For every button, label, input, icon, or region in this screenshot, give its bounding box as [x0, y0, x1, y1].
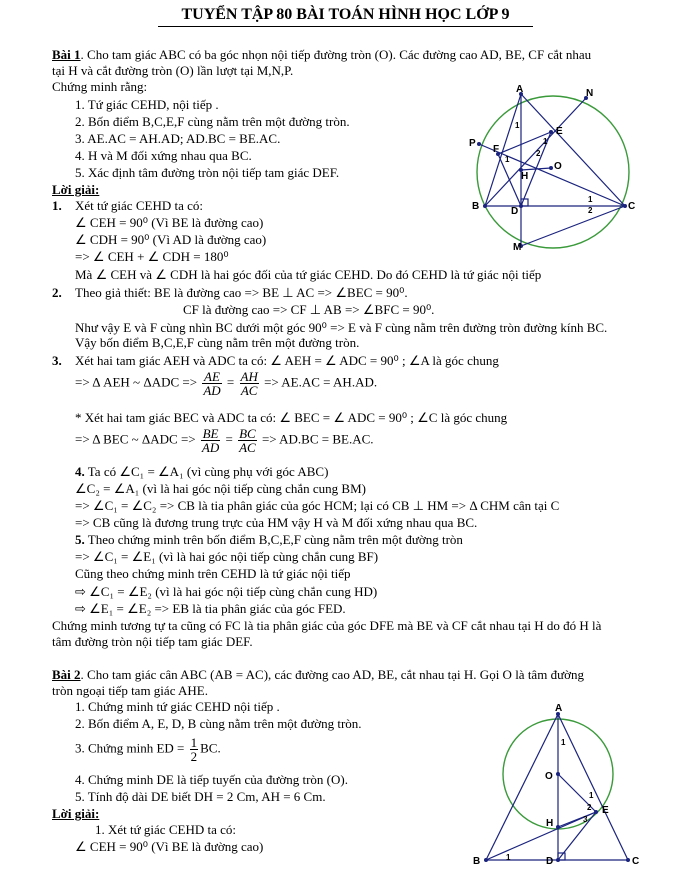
label-e: E: [602, 805, 609, 816]
label-p: P: [469, 138, 476, 149]
bai2-label: Bài 2: [52, 667, 81, 682]
label-f: F: [493, 144, 500, 155]
angle-e3: 3: [583, 815, 588, 824]
bai1-statement-line1: Bài 1. Cho tam giác ABC có ba góc nhọn nội tiếp đường tròn (O). Các đường cao AD, BE, CF cắt nhau: [52, 47, 592, 62]
bai1-s2-number: 2.: [52, 285, 62, 300]
figure-bai2: [468, 702, 648, 876]
bai1-s1-line4: Mà ∠ CEH và ∠ CDH là hai góc đối của tứ giác CEHD. Do đó CEHD là tứ giác nội tiếp: [75, 267, 542, 282]
angle-e2: 2: [536, 149, 541, 158]
circumcircle-o: [477, 96, 629, 248]
angle-a1: 1: [515, 121, 520, 130]
bai1-s3-formula2: => Δ BEC ~ ΔADC => $\frac{BE}{AD}$ = $\frac{BC}{AC}$ => AD.BC = BE.AC.: [75, 426, 374, 455]
bai1-s4-line4: => CB cũng là đương trung trực của HM vậy H và M đối xứng nhau qua BC.: [75, 515, 478, 530]
bai2-item-3: 3. Chứng minh ED = $\frac{1}{2}$ BC.: [75, 735, 221, 764]
bai1-s1-line1: ∠ CEH = 90⁰ (Vì BE là đường cao): [75, 215, 264, 230]
segment-fd: [498, 154, 521, 206]
bai2-statement-line2: tròn ngoại tiếp tam giác AHE.: [52, 683, 208, 698]
angle-e1: 1: [589, 791, 594, 800]
page-title: TUYỂN TẬP 80 BÀI TOÁN HÌNH HỌC LỚP 9: [181, 6, 510, 23]
bai1-s5-line1: 5. Theo chứng minh trên bốn điểm B,C,E,F cùng nằm trên một đường tròn: [75, 532, 463, 547]
bai2-s1-title: 1. Xét tứ giác CEHD ta có:: [95, 822, 236, 837]
label-o: O: [545, 771, 553, 782]
bai2-solution-label: Lời giải:: [52, 806, 100, 821]
bai1-s1-title: Xét tứ giác CEHD ta có:: [75, 198, 203, 213]
bai1-s1-line2: ∠ CDH = 90⁰ (Vì AD là đường cao): [75, 232, 267, 247]
label-d: D: [546, 856, 554, 867]
label-h: H: [546, 818, 554, 829]
bai1-s2-line4: Vậy bốn điểm B,C,E,F cùng nằm trên một đường tròn.: [75, 335, 360, 350]
label-n: N: [586, 88, 594, 99]
label-a: A: [516, 84, 524, 95]
label-a: A: [555, 703, 563, 714]
bai1-s5-line7: tâm đường tròn nội tiếp tam giác DEF.: [52, 634, 253, 649]
fraction-one-half: $\frac{1}{2}$: [190, 735, 198, 764]
bai1-s2-line2: CF là đường cao => CF ⊥ AB => ∠BFC = 90⁰.: [183, 302, 435, 317]
angle-c2: 2: [588, 206, 593, 215]
angle-e2: 2: [587, 803, 592, 812]
bai1-s4-line2: ∠C₂ = ∠A₁ (vì là hai góc nội tiếp cùng chắn cung BM): [75, 481, 366, 496]
bai1-s3-line1: Xét hai tam giác AEH và ADC ta có: ∠ AEH = ∠ ADC = 90⁰ ; ∠A là góc chung: [75, 353, 499, 368]
bai1-item-4: 4. H và M đối xứng nhau qua BC.: [75, 148, 252, 163]
bai1-statement-line2: tại H và cắt đường tròn (O) lần lượt tại M,N,P.: [52, 63, 294, 78]
angle-b1: 1: [506, 853, 511, 862]
bai2-item-4: 4. Chứng minh DE là tiếp tuyến của đường tròn (O).: [75, 772, 348, 787]
segment-cm: [521, 206, 625, 246]
label-c: C: [628, 201, 636, 212]
bai1-s3-line2: * Xét hai tam giác BEC và ADC ta có: ∠ BEC = ∠ ADC = 90⁰ ; ∠C là góc chung: [75, 410, 508, 425]
bai1-s1-number: 1.: [52, 198, 62, 213]
bai2-item-5: 5. Tính độ dài DE biết DH = 2 Cm, AH = 6 Cm.: [75, 789, 326, 804]
bai1-s3-formula1: => Δ AEH ~ ΔADC => $\frac{AE}{AD}$ = $\frac{AH}{AC}$ => AE.AC = AH.AD.: [75, 369, 378, 398]
fraction-ah-ac: $\frac{AH}{AC}$: [240, 369, 258, 398]
bai1-item-3: 3. AE.AC = AH.AD; AD.BC = BE.AC.: [75, 131, 281, 146]
label-o: O: [554, 161, 562, 172]
angle-e1: 1: [543, 137, 548, 146]
bai1-s5-line2: => ∠C₁ = ∠E₁ (vì là hai góc nội tiếp cùng chắn cung BF): [75, 549, 379, 564]
label-h: H: [521, 171, 529, 182]
side-ac: [558, 714, 628, 860]
bai1-s2-line1: Theo giả thiết: BE là đường cao => BE ⊥ AC => ∠BEC = 90⁰.: [75, 285, 408, 300]
fraction-bc-ac: $\frac{BC}{AC}$: [239, 426, 256, 455]
bai1-s5-line6: Chứng minh tương tự ta cũng có FC là tia phân giác của góc DFE mà BE và CF cắt nhau tại H do đó H là: [52, 618, 602, 633]
fraction-ae-ad: $\frac{AE}{AD}$: [203, 369, 221, 398]
title-underline: [158, 26, 533, 27]
label-b: B: [472, 201, 480, 212]
bai1-item-2: 2. Bốn điểm B,C,E,F cùng nằm trên một đường tròn.: [75, 114, 350, 129]
label-d: D: [511, 206, 519, 217]
label-e: E: [556, 126, 563, 137]
bai1-s5-line4: ⇨ ∠C₁ = ∠E₂ (vì là hai góc nội tiếp cùng chắn cung HD): [75, 584, 378, 599]
angle-a1: 1: [561, 738, 566, 747]
bai2-item-2: 2. Bốn điểm A, E, D, B cùng nằm trên một đường tròn.: [75, 716, 362, 731]
label-c: C: [632, 856, 640, 867]
bai1-item-5: 5. Xác định tâm đường tròn nội tiếp tam giác DEF.: [75, 165, 340, 180]
bai1-solution-label: Lời giải:: [52, 182, 100, 197]
fraction-be-ad: $\frac{BE}{AD}$: [201, 426, 220, 455]
angle-c1: 1: [588, 195, 593, 204]
bai1-s2-line3: Như vậy E và F cùng nhìn BC dưới một góc 90⁰ => E và F cùng nằm trên đường tròn đường kính BC.: [75, 320, 608, 335]
bai1-item-1: 1. Tứ giác CEHD, nội tiếp .: [75, 97, 219, 112]
angle-f1: 1: [505, 155, 510, 164]
label-m: M: [513, 242, 522, 253]
bai1-s4-line3: => ∠C₁ = ∠C₂ => CB là tia phân giác của góc HCM; lại có CB ⊥ HM => Δ CHM cân tại C: [75, 498, 560, 513]
bai1-s1-line3: => ∠ CEH + ∠ CDH = 180⁰: [75, 249, 229, 264]
bai1-s4-line1: 4. Ta có ∠C₁ = ∠A₁ (vì cùng phụ với góc ABC): [75, 464, 329, 479]
bai1-s5-line3: Cũng theo chứng minh trên CEHD là tứ giác nội tiếp: [75, 566, 351, 581]
bai1-s5-line5: ⇨ ∠E₁ = ∠E₂ => EB là tia phân giác của góc FED.: [75, 601, 346, 616]
label-b: B: [473, 856, 481, 867]
bai1-prove-heading: Chứng minh rằng:: [52, 79, 148, 94]
altitude-be: [486, 812, 596, 860]
side-ab: [485, 94, 521, 206]
bai2-s1-line1: ∠ CEH = 90⁰ (Vì BE là đường cao): [75, 839, 264, 854]
bai2-item-1: 1. Chứng minh tứ giác CEHD nội tiếp .: [75, 699, 280, 714]
bai1-label: Bài 1: [52, 47, 81, 62]
figure-bai1: [455, 82, 655, 254]
side-ab: [486, 714, 558, 860]
bai2-statement-line1: Bài 2. Cho tam giác cân ABC (AB = AC), các đường cao AD, BE, cắt nhau tại H. Gọi O là tâm đường: [52, 667, 584, 682]
bai1-s3-number: 3.: [52, 353, 62, 368]
